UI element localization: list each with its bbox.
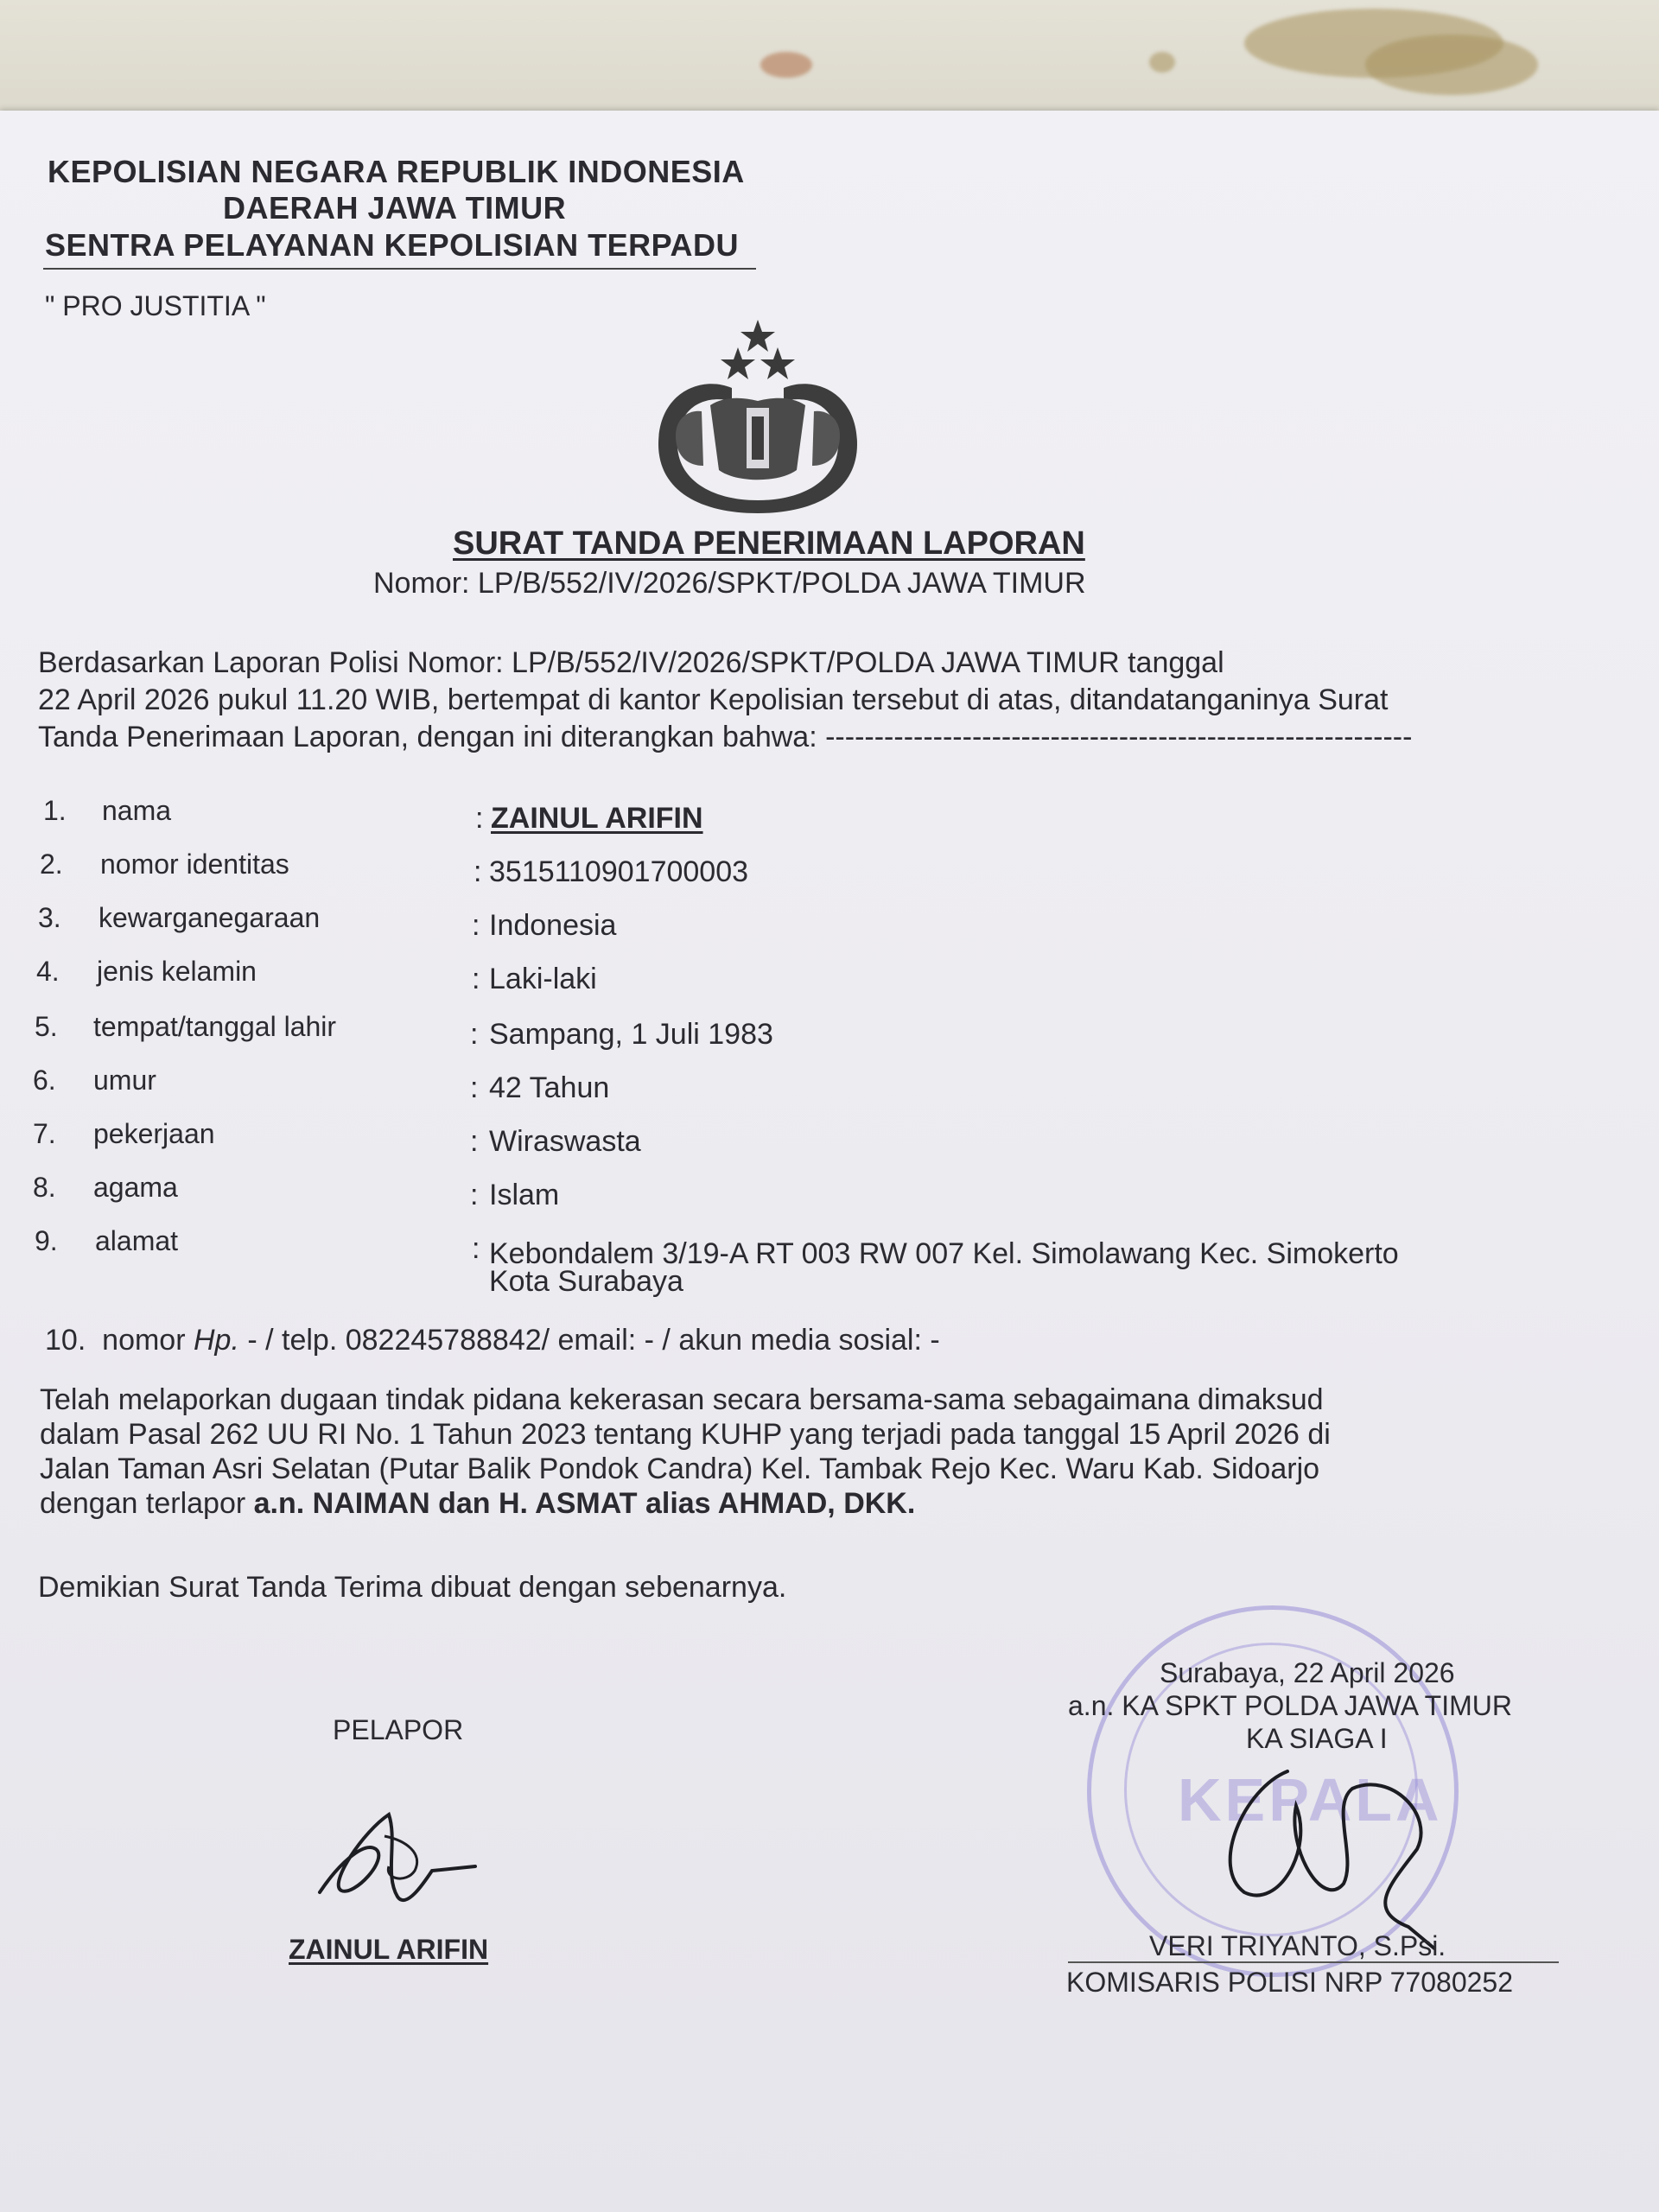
wall-background <box>0 0 1659 121</box>
field-colon: : <box>472 1232 480 1265</box>
intro-line-1: Berdasarkan Laporan Polisi Nomor: LP/B/552/IV/2026/SPKT/POLDA JAWA TIMUR tanggal <box>38 646 1224 679</box>
field-label: tempat/tanggal lahir <box>93 1011 337 1042</box>
contact-rest: - / telp. 082245788842/ email: - / akun media sosial: - <box>238 1324 940 1357</box>
official-role: KA SIAGA I <box>1246 1723 1388 1754</box>
field-value: Indonesia <box>489 909 617 942</box>
field-number: 3. <box>38 902 61 933</box>
police-emblem-icon <box>650 315 866 513</box>
reporter-role: PELAPOR <box>333 1714 464 1745</box>
contact-prefix: 10. nomor <box>45 1324 194 1357</box>
closing-statement: Demikian Surat Tanda Terima dibuat dengan sebenarnya. <box>38 1571 787 1604</box>
field-colon: : <box>470 1125 479 1158</box>
official-signature <box>1192 1754 1452 1953</box>
document-number: Nomor: LP/B/552/IV/2026/SPKT/POLDA JAWA TIMUR <box>373 567 1086 600</box>
intro-line-2: 22 April 2026 pukul 11.20 WIB, bertempat di kantor Kepolisian tersebut di atas, ditandatanganinya Surat <box>38 683 1389 716</box>
on-behalf-of: a.n. KA SPKT POLDA JAWA TIMUR <box>1068 1690 1512 1721</box>
field-number: 7. <box>33 1118 56 1149</box>
place-date: Surabaya, 22 April 2026 <box>1160 1657 1455 1688</box>
field-number: 4. <box>36 956 60 987</box>
intro-paragraph <box>38 645 1507 756</box>
field-colon: : <box>470 1179 479 1211</box>
field-label: nama <box>102 795 172 826</box>
intro-line-3: Tanda Penerimaan Laporan, dengan ini diterangkan bahwa: ------------------------------------------------------------ <box>38 721 1413 753</box>
report-line-4-prefix: dengan terlapor <box>40 1487 254 1520</box>
wall-stain <box>1365 35 1538 95</box>
field-value: Wiraswasta <box>489 1125 641 1158</box>
field-number: 5. <box>35 1011 58 1042</box>
field-colon: : <box>472 909 480 942</box>
field-colon: : <box>474 855 482 888</box>
official-rank: KOMISARIS POLISI NRP 77080252 <box>1066 1967 1513 1998</box>
field-label: jenis kelamin <box>97 956 257 987</box>
report-paragraph <box>40 1382 1509 1521</box>
star-icon <box>760 347 795 379</box>
header-line-2: DAERAH JAWA TIMUR <box>223 190 567 226</box>
field-value: 42 Tahun <box>489 1071 610 1104</box>
report-line-3: Jalan Taman Asri Selatan (Putar Balik Pondok Candra) Kel. Tambak Rejo Kec. Waru Kab. Sidoarjo <box>40 1452 1320 1485</box>
field-number: 8. <box>33 1172 56 1203</box>
header-divider <box>43 268 756 270</box>
field-label: alamat <box>95 1225 179 1256</box>
contact-hp: Hp. <box>193 1324 239 1357</box>
field-number: 9. <box>35 1225 58 1256</box>
star-icon <box>741 320 775 352</box>
stamp-text: KEPALA <box>1178 1766 1443 1834</box>
field-label: umur <box>93 1065 156 1096</box>
field-label: nomor identitas <box>100 849 289 880</box>
reporter-name: ZAINUL ARIFIN <box>289 1934 489 1965</box>
wall-stain <box>1149 52 1175 73</box>
field-label: pekerjaan <box>93 1118 215 1149</box>
reported-parties: a.n. NAIMAN dan H. ASMAT alias AHMAD, DKK. <box>253 1487 916 1520</box>
official-name: VERI TRIYANTO, S.Psi. <box>1149 1930 1446 1961</box>
field-colon: : <box>470 1071 479 1104</box>
report-line-2: dalam Pasal 262 UU RI No. 1 Tahun 2023 tentang KUHP yang terjadi pada tanggal 15 April 2026 di <box>40 1418 1331 1451</box>
star-icon <box>721 347 755 379</box>
field-colon: : <box>472 963 480 995</box>
contact-line <box>45 1324 940 1357</box>
field-value: Laki-laki <box>489 963 597 995</box>
pro-justitia: " PRO JUSTITIA " <box>45 290 266 321</box>
field-number: 2. <box>40 849 63 880</box>
report-line-1: Telah melaporkan dugaan tindak pidana kekerasan secara bersama-sama sebagaimana dimaksud <box>40 1383 1324 1416</box>
field-value: 3515110901700003 <box>489 855 749 888</box>
document-title: SURAT TANDA PENERIMAAN LAPORAN <box>453 525 1085 562</box>
field-label: kewarganegaraan <box>99 902 321 933</box>
header-line-3: SENTRA PELAYANAN KEPOLISIAN TERPADU <box>45 227 739 263</box>
field-colon: : <box>470 1018 479 1051</box>
reporter-signature <box>302 1789 484 1918</box>
header-line-1: KEPOLISIAN NEGARA REPUBLIK INDONESIA <box>48 154 745 189</box>
official-name-rule <box>1068 1961 1559 1963</box>
field-value-nama: ZAINUL ARIFIN <box>491 802 703 835</box>
wall-stain <box>760 52 812 78</box>
field-value-alamat: Kebondalem 3/19-A RT 003 RW 007 Kel. Simolawang Kec. Simokerto <box>489 1237 1399 1270</box>
field-number: 1. <box>43 795 67 826</box>
field-value-alamat-2: Kota Surabaya <box>489 1265 683 1298</box>
report-line-4 <box>40 1486 1509 1521</box>
field-number: 6. <box>33 1065 56 1096</box>
field-label: agama <box>93 1172 178 1203</box>
field-value: Sampang, 1 Juli 1983 <box>489 1018 773 1051</box>
field-value: Islam <box>489 1179 560 1211</box>
field-colon: : <box>475 802 484 835</box>
